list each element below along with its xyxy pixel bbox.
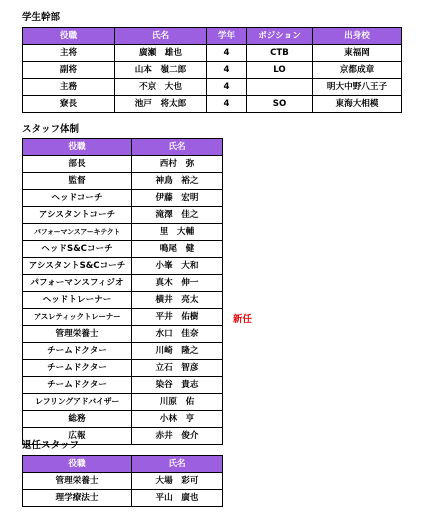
header-cell: 氏名 (132, 456, 223, 473)
role-cell: 部長 (23, 156, 132, 173)
table-row (23, 394, 223, 411)
table-row (23, 62, 402, 79)
name-cell: 大場 彩可 (132, 473, 223, 490)
new-staff-note: 新任 (233, 314, 253, 325)
table-row (23, 360, 223, 377)
position-cell: SO (247, 96, 313, 113)
role-cell: アスレティックトレーナー (23, 309, 132, 326)
name-cell: 川崎 隆之 (132, 343, 223, 360)
table-row (23, 292, 223, 309)
table-row (23, 309, 223, 326)
name-cell: 廣瀬 雄也 (115, 45, 207, 62)
role-cell: 管理栄養士 (23, 326, 132, 343)
header-cell: 氏名 (115, 28, 207, 45)
role-cell: レフリングアドバイザー (23, 394, 132, 411)
table-row (23, 79, 402, 96)
role-cell: 寮長 (23, 96, 115, 113)
role-cell: 主将 (23, 45, 115, 62)
role-cell: チームドクター (23, 377, 132, 394)
table-row (23, 490, 223, 507)
staff-table (22, 138, 223, 445)
position-cell: CTB (247, 45, 313, 62)
name-cell: 平山 廣也 (132, 490, 223, 507)
header-cell: 役職 (23, 139, 132, 156)
name-cell: 山本 嶺二郎 (115, 62, 207, 79)
name-cell: 伊藤 宏明 (132, 190, 223, 207)
name-cell: 池戸 将太郎 (115, 96, 207, 113)
table-row (23, 275, 223, 292)
name-cell: 不京 大也 (115, 79, 207, 96)
header-cell: 出身校 (313, 28, 402, 45)
table-row (23, 45, 402, 62)
name-cell: 滝澤 佳之 (132, 207, 223, 224)
table-row (23, 377, 223, 394)
role-cell: 総務 (23, 411, 132, 428)
name-cell: 真木 伸一 (132, 275, 223, 292)
school-cell: 東海大相模 (313, 96, 402, 113)
name-cell: 小峯 大和 (132, 258, 223, 275)
role-cell: 理学療法士 (23, 490, 132, 507)
school-cell: 明大中野八王子 (313, 79, 402, 96)
table-row (23, 258, 223, 275)
role-cell: 管理栄養士 (23, 473, 132, 490)
table-row (23, 156, 223, 173)
table-header-row (23, 28, 402, 45)
grade-cell: 4 (207, 96, 247, 113)
role-cell: 監督 (23, 173, 132, 190)
role-cell: パフォーマンスフィジオ (23, 275, 132, 292)
role-cell: 主務 (23, 79, 115, 96)
role-cell: チームドクター (23, 360, 132, 377)
table-row (23, 207, 223, 224)
role-cell: アシスタントS&Cコーチ (23, 258, 132, 275)
header-cell: 学年 (207, 28, 247, 45)
role-cell: チームドクター (23, 343, 132, 360)
name-cell: 染谷 貴志 (132, 377, 223, 394)
role-cell: ヘッドS&Cコーチ (23, 241, 132, 258)
school-cell: 東福岡 (313, 45, 402, 62)
role-cell: ヘッドトレーナー (23, 292, 132, 309)
students-table (22, 27, 402, 113)
table-header-row (23, 456, 223, 473)
table-row (23, 473, 223, 490)
table-row (23, 96, 402, 113)
header-cell: ポジション (247, 28, 313, 45)
name-cell: 小林 亨 (132, 411, 223, 428)
grade-cell: 4 (207, 45, 247, 62)
table-row (23, 343, 223, 360)
grade-cell: 4 (207, 79, 247, 96)
retired-section-title: 退任スタッフ (22, 440, 80, 451)
header-cell: 氏名 (132, 139, 223, 156)
name-cell: 川原 佑 (132, 394, 223, 411)
table-row (23, 173, 223, 190)
name-cell: 赤井 俊介 (132, 428, 223, 445)
name-cell: 西村 弥 (132, 156, 223, 173)
table-row (23, 241, 223, 258)
table-row (23, 190, 223, 207)
table-row (23, 326, 223, 343)
school-cell: 京都成章 (313, 62, 402, 79)
role-cell: ヘッドコーチ (23, 190, 132, 207)
name-cell: 鳴尾 健 (132, 241, 223, 258)
role-cell: アシスタントコーチ (23, 207, 132, 224)
name-cell: 平井 佑樹 (132, 309, 223, 326)
table-header-row (23, 139, 223, 156)
grade-cell: 4 (207, 62, 247, 79)
table-row (23, 224, 223, 241)
role-cell: パフォーマンスアーキテクト (23, 224, 132, 241)
role-cell: 広報 (23, 428, 132, 445)
retired-table (22, 455, 223, 507)
name-cell: 水口 佳奈 (132, 326, 223, 343)
students-section-title: 学生幹部 (22, 12, 61, 23)
name-cell: 立石 智彦 (132, 360, 223, 377)
name-cell: 横井 亮太 (132, 292, 223, 309)
name-cell: 神鳥 裕之 (132, 173, 223, 190)
header-cell: 役職 (23, 456, 132, 473)
position-cell (247, 79, 313, 96)
table-row (23, 411, 223, 428)
staff-section-title: スタッフ体制 (22, 124, 80, 135)
header-cell: 役職 (23, 28, 115, 45)
name-cell: 里 大輔 (132, 224, 223, 241)
position-cell: LO (247, 62, 313, 79)
role-cell: 副将 (23, 62, 115, 79)
